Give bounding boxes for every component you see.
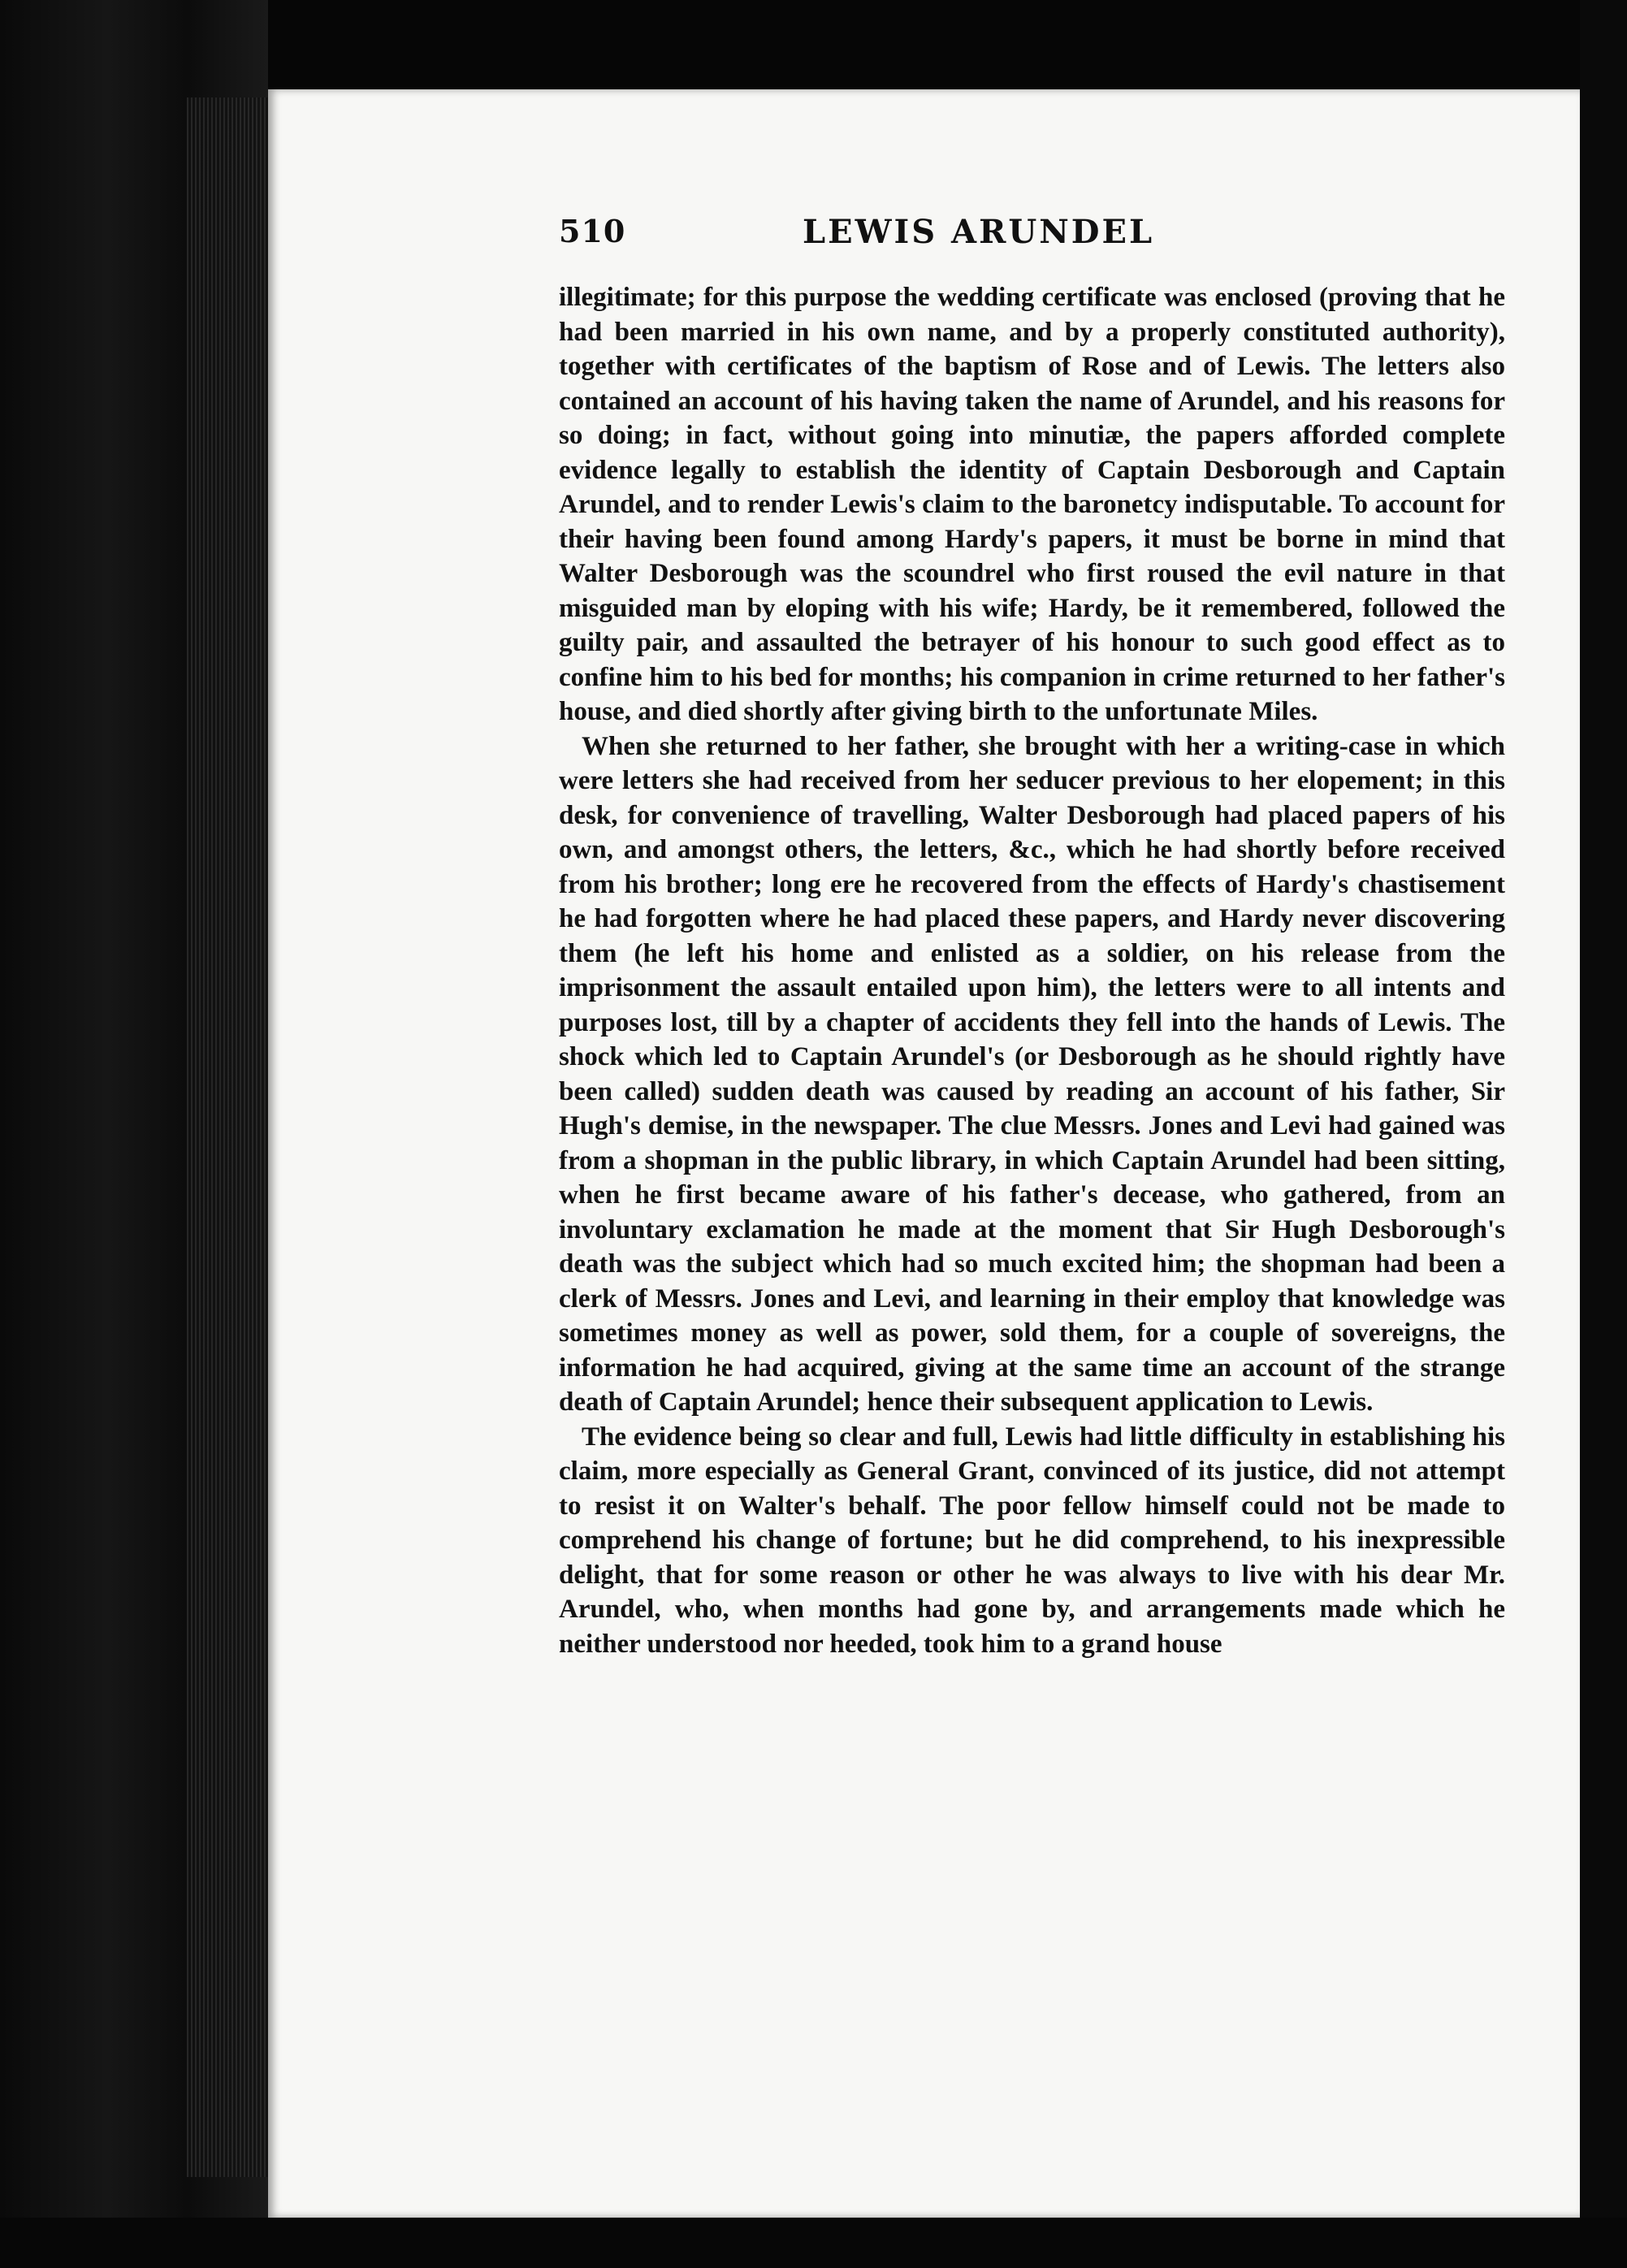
- page-number: 510: [559, 213, 626, 249]
- paragraph-2: When she returned to her father, she brought with her a writing-case in which were letters she had received from her seducer previous to her elopement; in this desk, for convenience of travelling, Walter Desborough had placed papers of his own, and amongst others, the letters, &c., which he had shortly before received from his brother; long ere he recovered from the effects of Hardy's chastisement he had forgotten where he had placed these papers, and Hardy never discovering them (he left his home and enlisted as a soldier, on his release from the imprisonment the assault entailed upon him), the letters were to all intents and purposes lost, till by a chapter of accidents they fell into the hands of Lewis. The shock which led to Captain Arundel's (or Desborough as he should rightly have been called) sudden death was caused by reading an account of his father, Sir Hugh's demise, in the newspaper. The clue Messrs. Jones and Levi had gained was from a shopman in the public library, in which Captain Arundel had been sitting, when he first became aware of his father's decease, who gathered, from an involuntary exclamation he made at the moment that Sir Hugh Desborough's death was the subject which had so much excited him; the shopman had been a clerk of Messrs. Jones and Levi, and learning in their employ that knowledge was sometimes money as well as power, sold them, for a couple of sovereigns, the information he had acquired, giving at the same time an account of the strange death of Captain Arundel; hence their subsequent application to Lewis.: [559, 731, 1505, 1417]
- page-header: [559, 213, 1505, 262]
- paragraph-3: The evidence being so clear and full, Lewis had little difficulty in establishing his claim, more especially as General Grant, convinced of its justice, did not attempt to resist it on Walter's behalf. The poor fellow himself could not be made to comprehend his change of fortune; but he did comprehend, to his inexpressible delight, that for some reason or other he was always to live with his dear Mr. Arundel, who, when months had gone by, and arrangements made which he neither understood nor heeded, took him to a grand house: [559, 1422, 1505, 1659]
- paragraph-1: illegitimate; for this purpose the wedding certificate was enclosed (proving that he had been married in his own name, and by a properly constituted authority), together with certificates of the baptism of Rose and of Lewis. The letters also contained an account of his having taken the name of Arundel, and his reasons for so doing; in fact, without going into minutiæ, the papers afforded complete evidence legally to establish the identity of Captain Desborough and Captain Arundel, and to render Lewis's claim to the baronetcy indisputable. To account for their having been found among Hardy's papers, it must be borne in mind that Walter Desborough was the scoundrel who first roused the evil nature in that misguided man by eloping with his wife; Hardy, be it remembered, followed the guilty pair, and assaulted the betrayer of his honour to such good effect as to confine him to his bed for months; his companion in crime returned to her father's house, and died shortly after giving birth to the unfortunate Miles.: [559, 283, 1505, 726]
- scan-bottom-margin: [0, 2218, 1627, 2268]
- running-title: LEWIS ARUNDEL: [803, 213, 1155, 251]
- body-text: [559, 280, 1505, 1661]
- page-edges: [187, 97, 268, 2177]
- scan-right-margin: [1580, 0, 1627, 2268]
